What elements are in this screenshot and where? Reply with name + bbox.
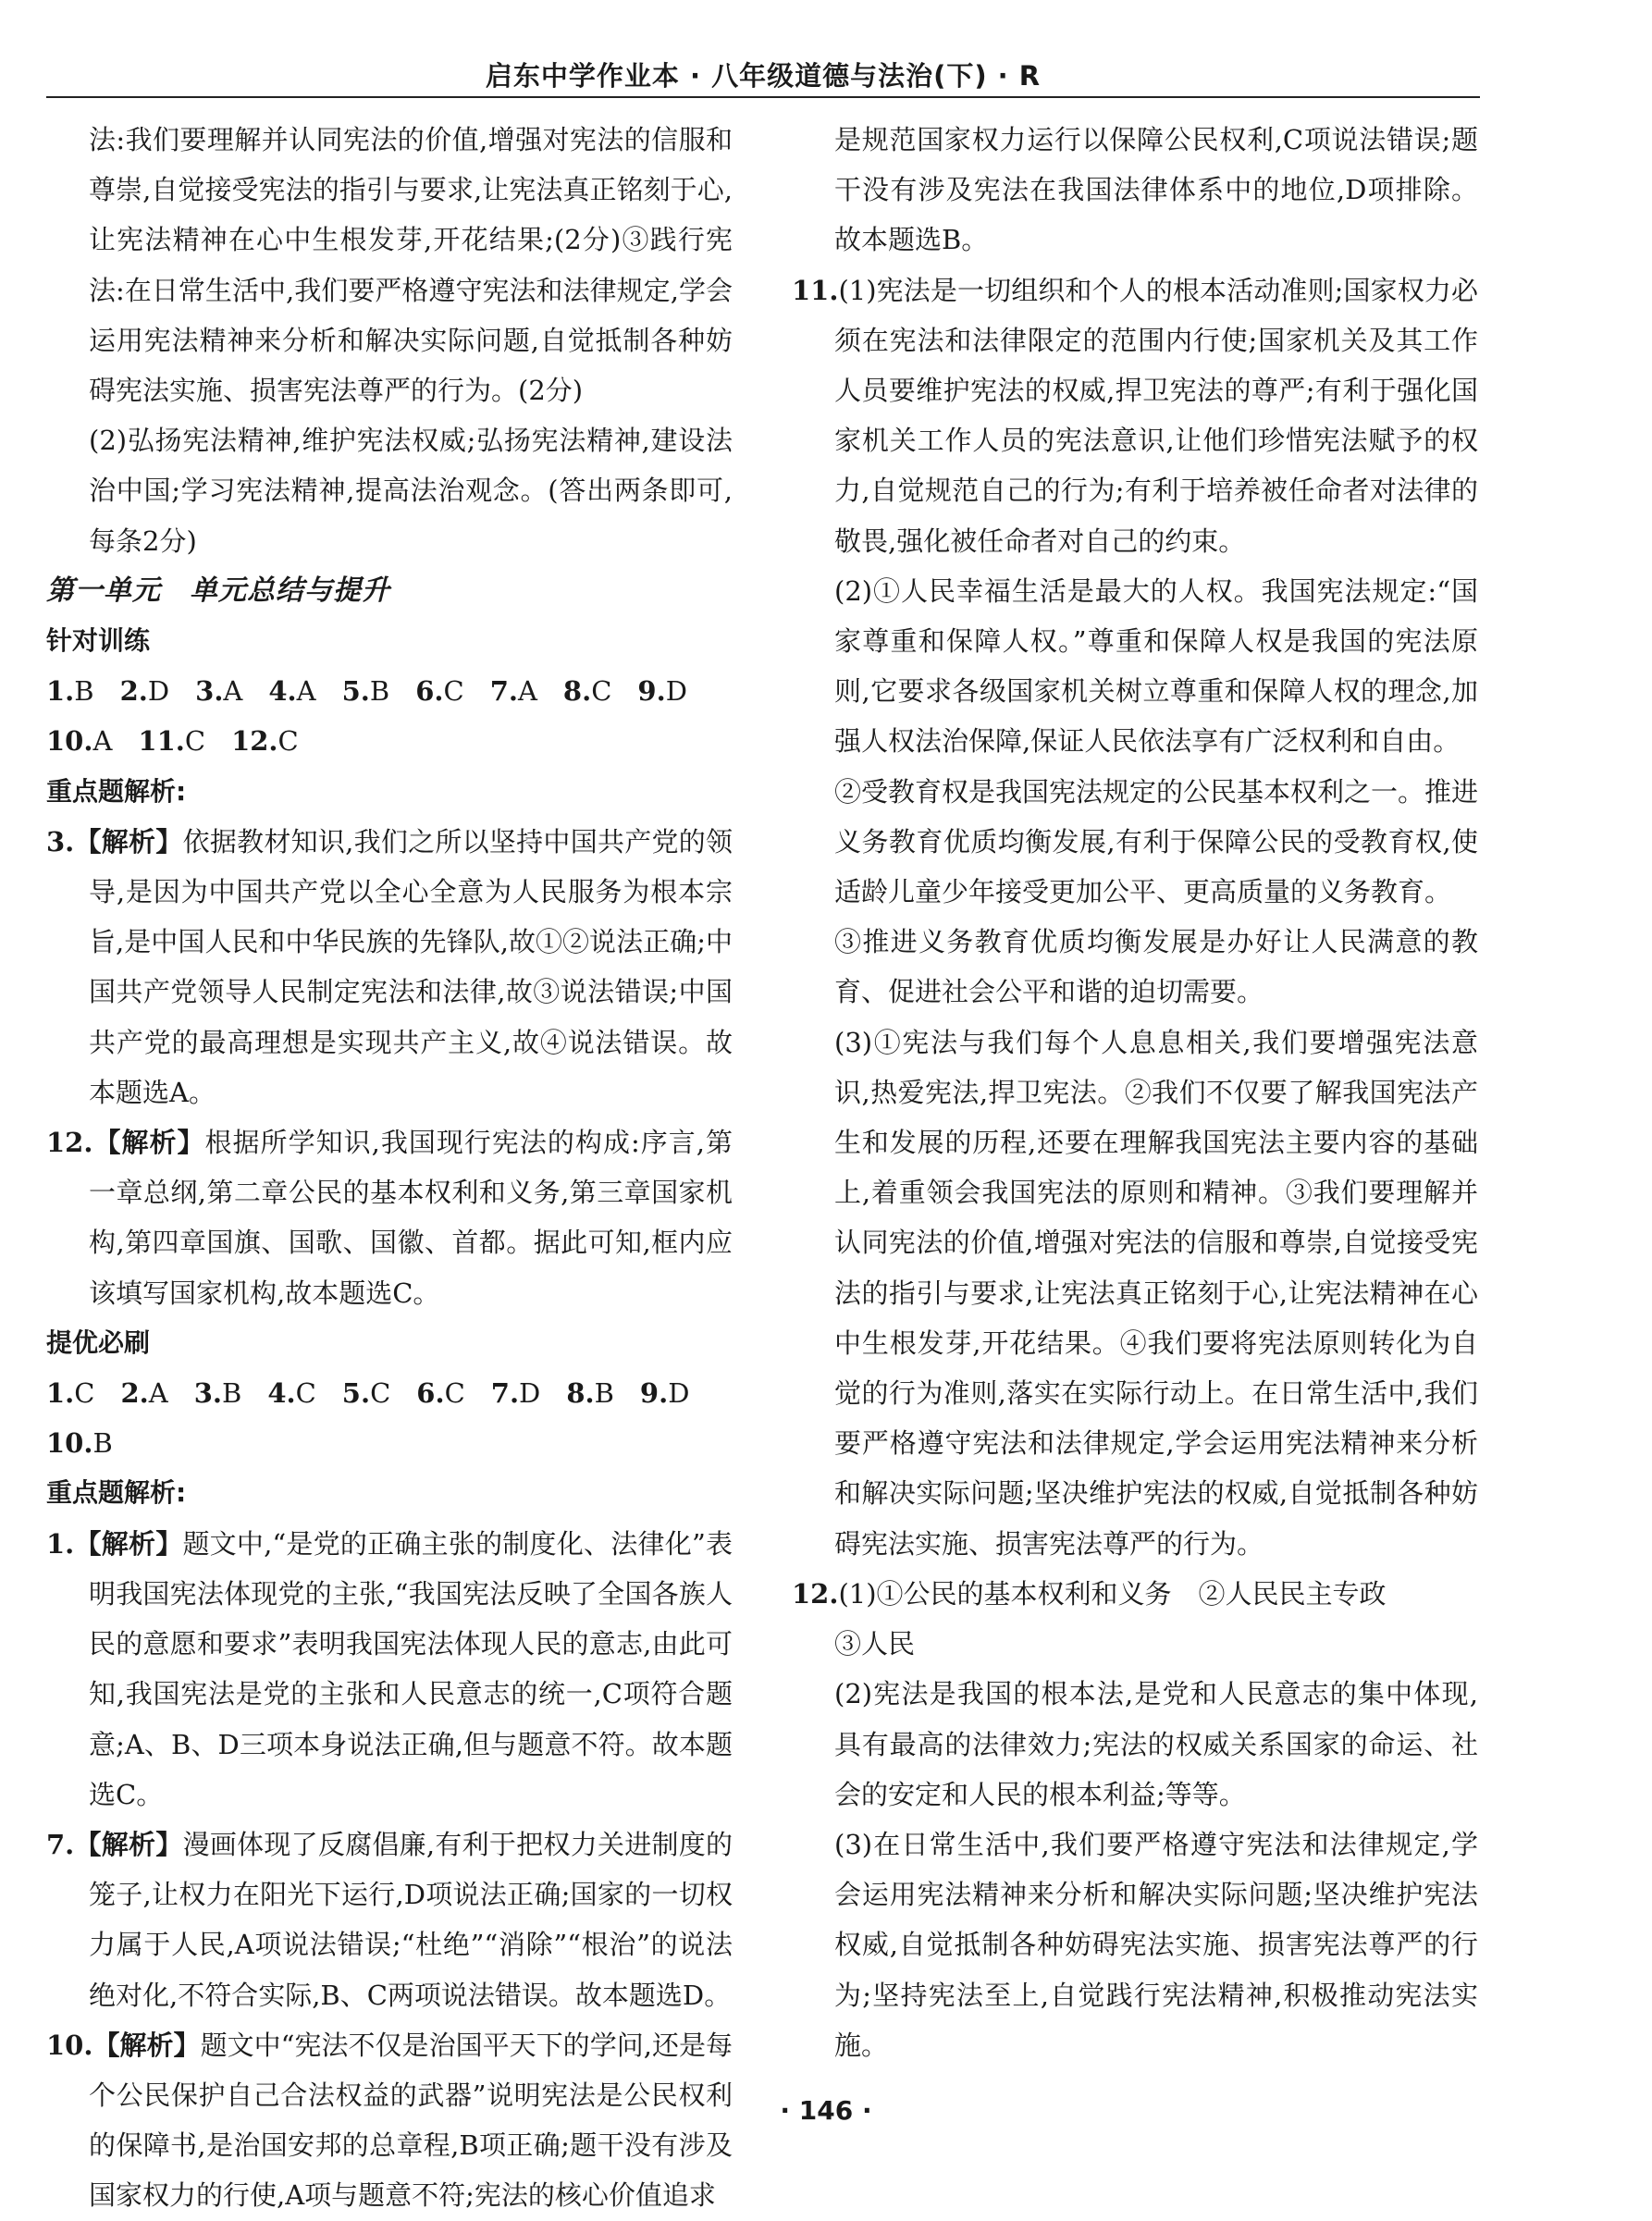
answer-number: 2. xyxy=(119,675,148,708)
answer-number: 6. xyxy=(415,675,444,708)
answer-paragraph: (2)宪法是我国的根本法,是党和人民意志的集中体现,具有最高的法律效力;宪法的权威关系国家的命运、社会的安定和人民的根本利益;等等。 xyxy=(834,1678,1478,1810)
answer-choice: A xyxy=(517,675,537,708)
answer-number: 3. xyxy=(195,675,224,708)
item-number: 10.【解析】 xyxy=(46,2029,201,2061)
answer-number: 8. xyxy=(566,1377,595,1410)
answer-number: 6. xyxy=(416,1377,445,1410)
answer-number: 4. xyxy=(268,675,297,708)
answer-number: 4. xyxy=(267,1377,296,1410)
answer-number: 7. xyxy=(490,1377,520,1410)
item-number: 11. xyxy=(792,274,839,306)
answer-paragraph: (2)弘扬宪法精神,维护宪法权威;弘扬宪法精神,建设法治中国;学习宪法精神,提高法治观念。(答出两条即可,每条2分) xyxy=(89,425,733,557)
answer-key-row xyxy=(46,716,733,766)
answer-choice: C xyxy=(370,1377,391,1410)
answer-key-row xyxy=(46,1368,733,1468)
item-number: 12.【解析】 xyxy=(46,1127,205,1159)
explanation-item xyxy=(46,1820,733,2020)
answer-paragraph: ③推进义务教育优质均衡发展是办好让人民满意的教育、促进社会公平和谐的迫切需要。 xyxy=(834,926,1478,1008)
item-text: 题文中“宪法不仅是治国平天下的学问,还是每个公民保护自己合法权益的武器”说明宪法是公民权利的保障书,是治国安邦的总章程,B项正确;题干没有涉及国家权力的行使,A项与题意不符;宪法的核心价值追求 xyxy=(89,2029,734,2212)
answer-number: 10. xyxy=(46,725,93,758)
explanation-item xyxy=(46,1519,733,1820)
item-text: 漫画体现了反腐倡廉,有利于把权力关进制度的笼子,让权力在阳光下运行,D项说法正确;国家的一切权力属于人民,A项说法错误;“杜绝”“消除”“根治”的说法绝对化,不符合实际,B、C两项说法错误。故本题选D。 xyxy=(89,1828,733,2011)
answer-choice: B xyxy=(92,1427,113,1460)
answer-number: 9. xyxy=(637,675,666,708)
answer-choice: A xyxy=(296,675,316,708)
header-divider xyxy=(46,96,1480,98)
explanation-item xyxy=(46,817,733,1117)
answer-number: 9. xyxy=(639,1377,669,1410)
answer-choice: D xyxy=(147,675,170,708)
page-header: 启东中学作业本 · 八年级道德与法治(下) · R xyxy=(485,60,1042,92)
answer-choice: C xyxy=(74,1377,95,1410)
answer-choice: C xyxy=(184,725,206,758)
answer-number: 1. xyxy=(46,675,75,708)
answer-choice: C xyxy=(444,1377,465,1410)
answer-choice: A xyxy=(148,1377,168,1410)
answer-choice: C xyxy=(443,675,464,708)
answer-paragraph: (3)在日常生活中,我们要严格遵守宪法和法律规定,学会运用宪法精神来分析和解决实际问题;坚决维护宪法权威,自觉抵制各种妨碍宪法实施、损害宪法尊严的行为;坚持宪法至上,自觉践行宪法精神,积极推动宪法实施。 xyxy=(834,1828,1478,2061)
answer-number: 1. xyxy=(46,1377,75,1410)
item-text: 依据教材知识,我们之所以坚持中国共产党的领导,是因为中国共产党以全心全意为人民服务为根本宗旨,是中国人民和中华民族的先锋队,故①②说法正确;中国共产党领导人民制定宪法和法律,故③说法错误;中国共产党的最高理想是实现共产主义,故④说法错误。故本题选A。 xyxy=(89,825,733,1108)
answer-paragraph: ③人民 xyxy=(834,1628,916,1660)
item-number: 1.【解析】 xyxy=(46,1527,183,1560)
item-number: 7.【解析】 xyxy=(46,1828,183,1860)
answer-choice: B xyxy=(369,675,390,708)
answer-number: 7. xyxy=(489,675,518,708)
answer-number: 8. xyxy=(562,675,592,708)
answer-choice: C xyxy=(277,725,299,758)
answer-choice: A xyxy=(223,675,243,708)
continued-paragraph: 法:我们要理解并认同宪法的价值,增强对宪法的信服和尊崇,自觉接受宪法的指引与要求,让宪法真正铭刻于心,让宪法精神在心中生根发芽,开花结果;(2分)③践行宪法:在日常生活中,我们要严格遵守宪法和法律规定,学会运用宪法精神来分析和解决实际问题,自觉抵制各种妨碍宪法实施、损害宪法尊严的行为。(2分) xyxy=(89,124,733,407)
section-title: 第一单元 单元总结与提升 xyxy=(46,574,390,607)
subheading-practice: 针对训练 xyxy=(46,625,151,657)
answer-number: 10. xyxy=(46,1427,93,1460)
answer-choice: D xyxy=(519,1377,541,1410)
answer-number: 5. xyxy=(341,675,370,708)
left-column xyxy=(46,115,733,2221)
right-column xyxy=(792,115,1478,2070)
answer-number: 12. xyxy=(231,725,278,758)
answer-number: 2. xyxy=(120,1377,149,1410)
answer-choice: D xyxy=(668,1377,690,1410)
answer-paragraph: (3)①宪法与我们每个人息息相关,我们要增强宪法意识,热爱宪法,捍卫宪法。②我们不仅要了解我国宪法产生和发展的历程,还要在理解我国宪法主要内容的基础上,着重领会我国宪法的原则和精神。③我们要理解并认同宪法的价值,增强对宪法的信服和尊崇,自觉接受宪法的指引与要求,让宪法真正铭刻于心,让宪法精神在心中生根发芽,开花结果。④我们要将宪法原则转化为自觉的行为准则,落实在实际行动上。在日常生活中,我们要严格遵守宪法和法律规定,学会运用宪法精神来分析和解决实际问题;坚决维护宪法的权威,自觉抵制各种妨碍宪法实施、损害宪法尊严的行为。 xyxy=(834,1026,1478,1560)
answer-number: 3. xyxy=(193,1377,222,1410)
continued-paragraph: 是规范国家权力运行以保障公民权利,C项说法错误;题干没有涉及宪法在我国法律体系中的地位,D项排除。故本题选B。 xyxy=(834,124,1478,256)
answer-number: 11. xyxy=(138,725,185,758)
answer-paragraph: ②受教育权是我国宪法规定的公民基本权利之一。推进义务教育优质均衡发展,有利于保障公民的受教育权,使适龄儿童少年接受更加公平、更高质量的义务教育。 xyxy=(834,775,1479,908)
answer-choice: D xyxy=(665,675,687,708)
subheading-analysis: 重点题解析: xyxy=(46,1477,187,1509)
explanation-item xyxy=(46,1117,733,1318)
item-text: (1)①公民的基本权利和义务 ②人民民主专政 xyxy=(838,1577,1387,1610)
item-number: 3.【解析】 xyxy=(46,825,183,858)
item-text: 题文中,“是党的正确主张的制度化、法律化”表明我国宪法体现党的主张,“我国宪法反映了全国各族人民的意愿和要求”表明我国宪法体现人民的意志,由此可知,我国宪法是党的主张和人民意志的统一,C项符合题意;A、B、D三项本身说法正确,但与题意不符。故本题选C。 xyxy=(89,1527,733,1810)
subheading-advanced: 提优必刷 xyxy=(46,1326,151,1358)
item-text: 根据所学知识,我国现行宪法的构成:序言,第一章总纲,第二章公民的基本权利和义务,第三章国家机构,第四章国旗、国歌、国徽、首都。据此可知,框内应该填写国家机构,故本题选C。 xyxy=(89,1127,734,1309)
answer-choice: B xyxy=(222,1377,242,1410)
answer-choice: B xyxy=(74,675,94,708)
item-text: (1)宪法是一切组织和个人的根本活动准则;国家权力必须在宪法和法律限定的范围内行使;国家机关及其工作人员要维护宪法的权威,捍卫宪法的尊严;有利于强化国家机关工作人员的宪法意识,让他们珍惜宪法赋予的权力,自觉规范自己的行为;有利于培养被任命者对法律的敬畏,强化被任命者对自己的约束。 xyxy=(834,274,1478,557)
answer-key-row xyxy=(46,666,733,716)
answer-choice: A xyxy=(92,725,113,758)
item-number: 12. xyxy=(792,1577,839,1610)
page-number: · 146 · xyxy=(780,2095,872,2126)
answer-paragraph: (2)①人民幸福生活是最大的人权。我国宪法规定:“国家尊重和保障人权。”尊重和保障人权是我国的宪法原则,它要求各级国家机关树立尊重和保障人权的理念,加强人权法治保障,保证人民依法享有广泛权利和自由。 xyxy=(834,574,1478,758)
answer-number: 5. xyxy=(341,1377,371,1410)
answer-choice: C xyxy=(295,1377,316,1410)
answer-choice: C xyxy=(591,675,612,708)
subheading-analysis: 重点题解析: xyxy=(46,775,187,807)
question-answer xyxy=(792,265,1478,566)
answer-choice: B xyxy=(594,1377,614,1410)
question-answer xyxy=(792,1569,1478,1619)
